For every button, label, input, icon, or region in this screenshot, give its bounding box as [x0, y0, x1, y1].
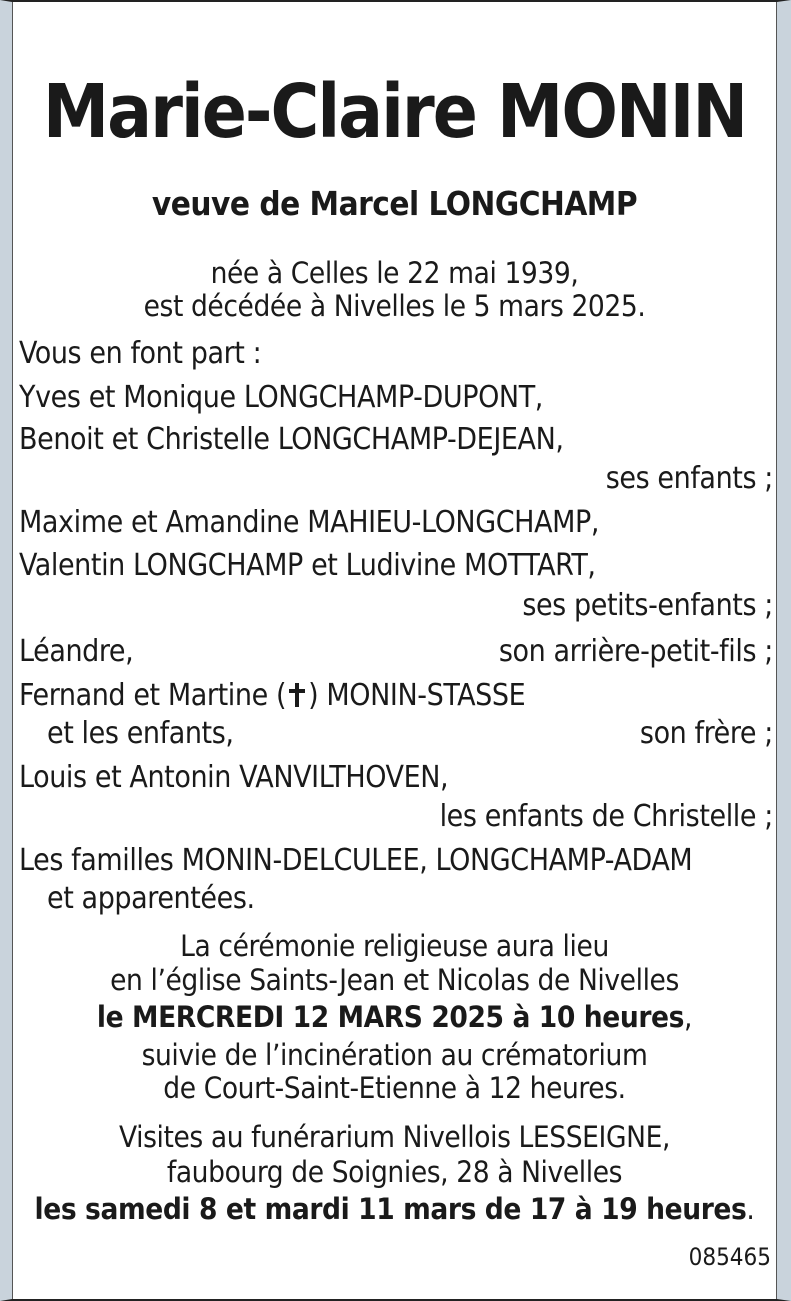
ceremony-line-5: de Court-Saint-Etienne à 12 heures.: [163, 1071, 626, 1105]
children-line-1: Yves et Monique LONGCHAMP-DUPONT,: [19, 380, 543, 415]
visits-dates-line: [12, 1192, 777, 1226]
grandchildren-relation: ses petits-enfants ;: [522, 588, 773, 623]
brother-names-part-1: Fernand et Martine (: [19, 678, 287, 713]
brother-line-1: [19, 678, 525, 714]
intro-line: Vous en font part :: [19, 336, 262, 371]
ceremony-line-1: La cérémonie religieuse aura lieu: [180, 929, 609, 963]
great-grandchild-relation: son arrière-petit-fils ;: [498, 634, 773, 669]
brother-relation: son frère ;: [639, 716, 773, 751]
birth-line: née à Celles le 22 mai 1939,: [210, 256, 579, 290]
latin-cross-icon: [288, 682, 306, 708]
christelle-children-line-1: Louis et Antonin VANVILTHOVEN,: [19, 760, 449, 795]
deceased-name: Marie-Claire MONIN: [42, 69, 747, 155]
visits-dates: les samedi 8 et mardi 11 mars de 17 à 19 heures: [34, 1192, 747, 1226]
brother-line-2: et les enfants,: [47, 716, 234, 751]
reference-number: 085465: [688, 1243, 771, 1271]
brother-names-part-2: ) MONIN-STASSE: [308, 678, 526, 713]
ceremony-line-2: en l’église Saints-Jean et Nicolas de Nivelles: [110, 963, 679, 997]
christelle-children-relation: les enfants de Christelle ;: [439, 799, 773, 834]
ceremony-date-line: [12, 1000, 777, 1034]
visits-line-1: Visites au funérarium Nivellois LESSEIGNE,: [119, 1120, 670, 1154]
visits-dates-suffix: .: [746, 1192, 755, 1226]
families-line-2: et apparentées.: [47, 881, 255, 916]
families-line-1: Les familles MONIN-DELCULEE, LONGCHAMP-ADAM: [19, 843, 693, 878]
ceremony-line-4: suivie de l’incinération au crématorium: [141, 1038, 648, 1072]
grandchildren-line-2: Valentin LONGCHAMP et Ludivine MOTTART,: [19, 548, 596, 583]
death-line: est décédée à Nivelles le 5 mars 2025.: [143, 289, 646, 323]
visits-line-2: faubourg de Soignies, 28 à Nivelles: [166, 1155, 623, 1189]
widow-of-line: veuve de Marcel LONGCHAMP: [151, 184, 638, 223]
ceremony-date-suffix: ,: [684, 1000, 693, 1034]
children-relation: ses enfants ;: [605, 461, 773, 496]
grandchildren-line-1: Maxime et Amandine MAHIEU-LONGCHAMP,: [19, 505, 600, 540]
great-grandchild-name: Léandre,: [19, 634, 134, 669]
ceremony-date: le MERCREDI 12 MARS 2025 à 10 heures: [96, 1000, 685, 1034]
children-line-2: Benoit et Christelle LONGCHAMP-DEJEAN,: [19, 422, 564, 457]
